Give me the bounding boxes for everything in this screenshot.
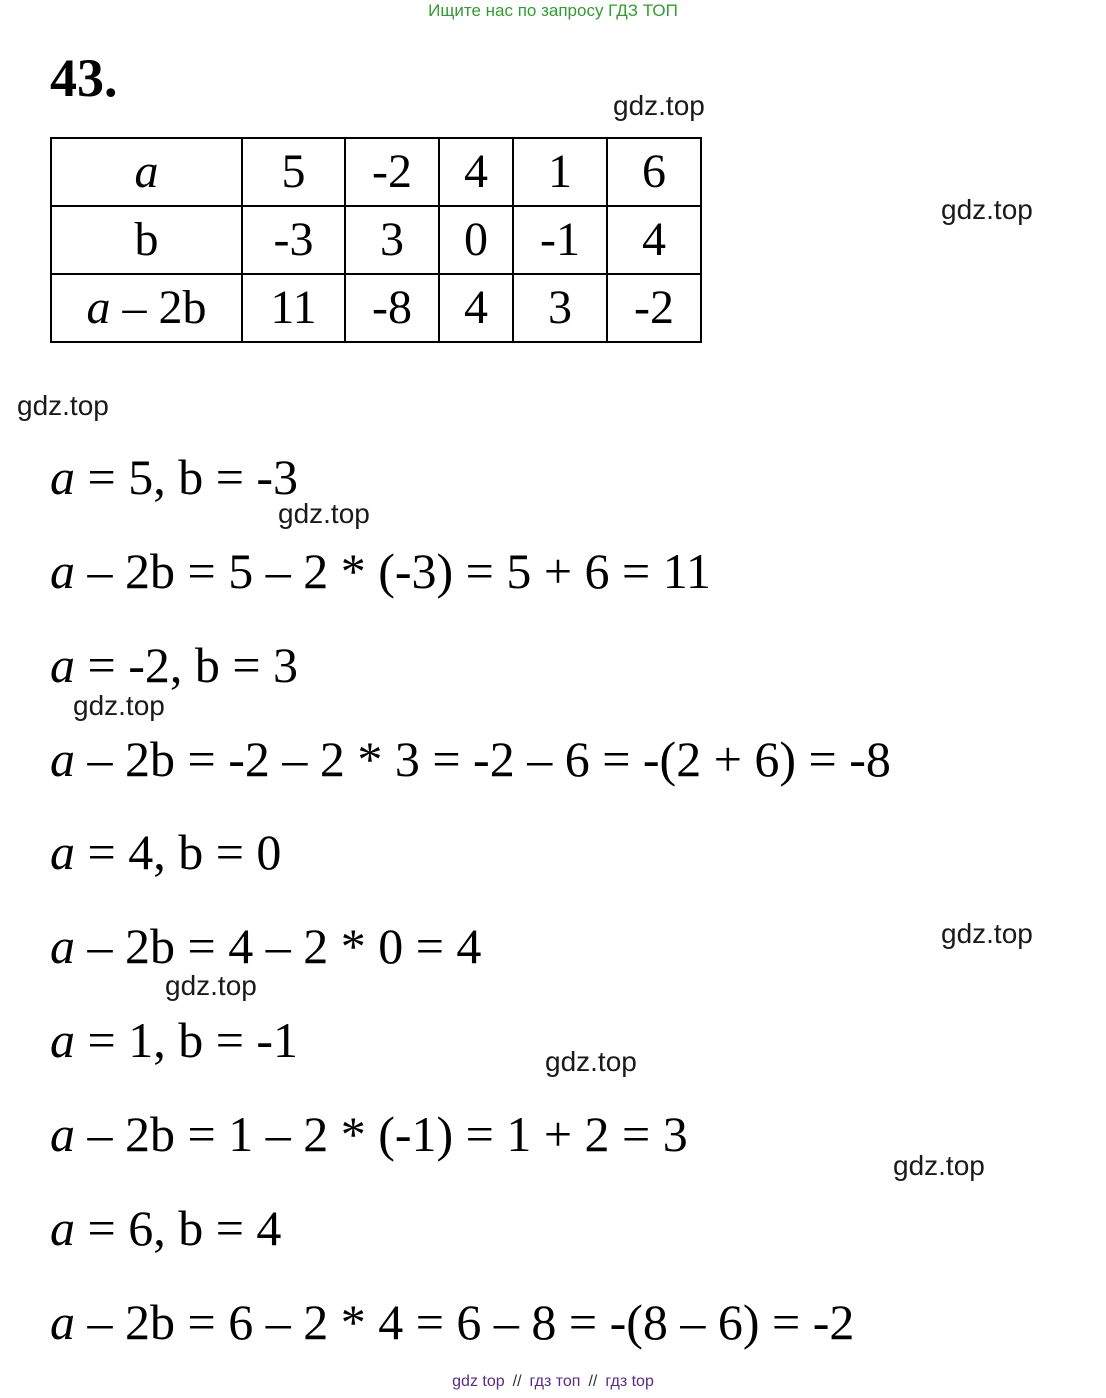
footer-link[interactable]: гдз топ	[529, 1373, 581, 1390]
table-cell: 5	[242, 138, 345, 206]
table-cell: 4	[439, 138, 513, 206]
watermark: gdz.top	[165, 970, 257, 1001]
table-cell: 4	[607, 206, 701, 274]
solution-line: a = -2, b = 3	[50, 637, 299, 693]
values-table	[50, 137, 702, 343]
solution-line: a – 2b = -2 – 2 * 3 = -2 – 6 = -(2 + 6) = -8	[50, 731, 891, 787]
row-label: a – 2b	[51, 274, 242, 342]
solution-line: a = 1, b = -1	[50, 1012, 299, 1068]
footer-link[interactable]: gdz top	[452, 1373, 505, 1390]
watermark: gdz.top	[73, 690, 165, 721]
watermark: gdz.top	[17, 390, 109, 421]
footer-link[interactable]: гдз top	[605, 1373, 654, 1390]
solution-line: a – 2b = 6 – 2 * 4 = 6 – 8 = -(8 – 6) = -2	[50, 1294, 855, 1350]
table-row	[51, 138, 701, 206]
table-row	[51, 206, 701, 274]
row-label: b	[51, 206, 242, 274]
solution-line: a = 4, b = 0	[50, 824, 282, 880]
table-cell: -2	[607, 274, 701, 342]
watermark: gdz.top	[941, 194, 1033, 225]
footer-separator: //	[588, 1373, 598, 1390]
footer-separator: //	[512, 1373, 522, 1390]
watermark: gdz.top	[613, 90, 705, 121]
table-cell: 3	[345, 206, 439, 274]
watermark: gdz.top	[278, 498, 370, 529]
row-label: a	[51, 138, 242, 206]
table-cell: 6	[607, 138, 701, 206]
table-cell: 4	[439, 274, 513, 342]
table-cell: 1	[513, 138, 607, 206]
footer-links	[0, 1373, 1106, 1391]
search-hint-banner: Ищите нас по запросу ГДЗ ТОП	[428, 1, 678, 20]
solution-line: a – 2b = 5 – 2 * (-3) = 5 + 6 = 11	[50, 543, 711, 599]
solution-line: a = 5, b = -3	[50, 449, 299, 505]
table-cell: -1	[513, 206, 607, 274]
solution-line: a – 2b = 4 – 2 * 0 = 4	[50, 918, 482, 974]
watermark: gdz.top	[545, 1046, 637, 1077]
solution-line: a – 2b = 1 – 2 * (-1) = 1 + 2 = 3	[50, 1106, 688, 1162]
table-cell: 11	[242, 274, 345, 342]
table-row	[51, 274, 701, 342]
solution-line: a = 6, b = 4	[50, 1200, 282, 1256]
table-cell: -3	[242, 206, 345, 274]
task-number: 43.	[50, 48, 118, 108]
table-cell: 0	[439, 206, 513, 274]
table-cell: -2	[345, 138, 439, 206]
table-cell: -8	[345, 274, 439, 342]
watermark: gdz.top	[941, 918, 1033, 949]
watermark: gdz.top	[893, 1150, 985, 1181]
table-cell: 3	[513, 274, 607, 342]
